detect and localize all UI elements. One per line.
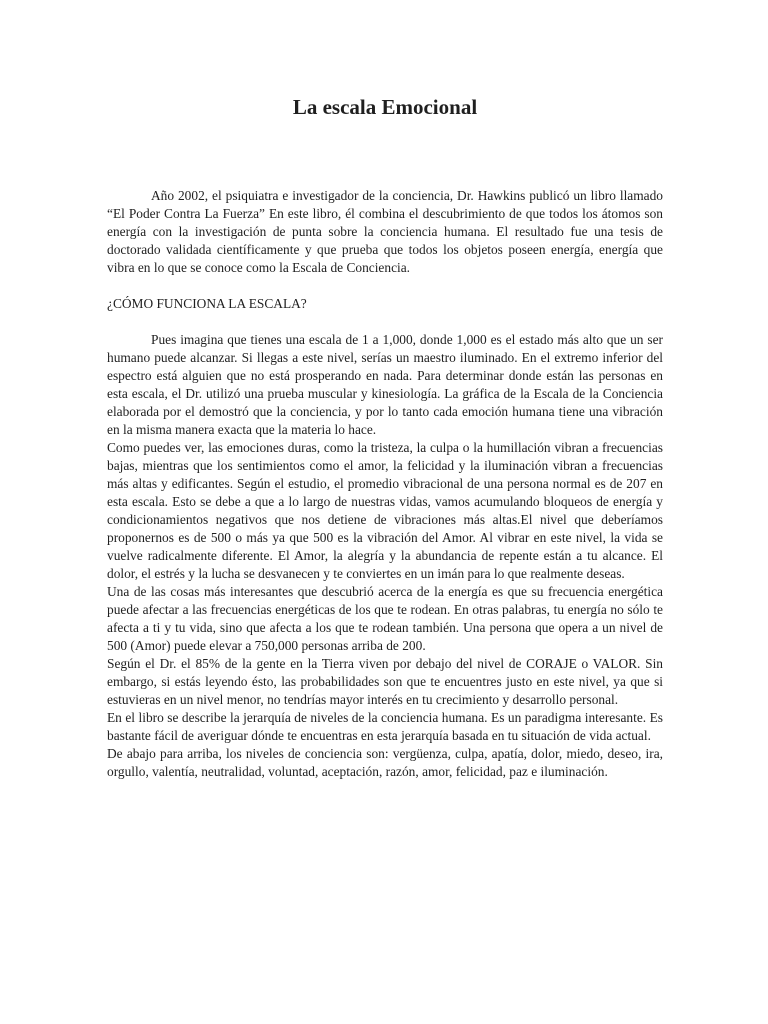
intro-paragraph: Año 2002, el psiquiatra e investigador de la conciencia, Dr. Hawkins publicó un libro llamado “El Poder Contra La Fuerza” En este libro, él combina el descubrimiento de que todos los átomos son energía con la investigación de punta sobre la conciencia humana. El resultado fue una tesis de doctorado validada científicamente y que prueba que todos los objetos poseen energía, energía que vibra en lo que se conoce como la Escala de Conciencia. [107, 188, 663, 275]
body-paragraph: Pues imagina que tienes una escala de 1 a 1,000, donde 1,000 es el estado más alto que un ser humano puede alcanzar. Si llegas a este nivel, serías un maestro iluminado. En el extremo inferior del espectro está alguien que no está prosperando en nada. Para determinar donde están las personas en esta escala, el Dr. utilizó una prueba muscular y kinesiología. La gráfica de la Escala de la Conciencia elaborada por el demostró que la conciencia, y por lo tanto cada emoción humana tiene una vibración en la misma manera exacta que la materia lo hace. [107, 332, 663, 437]
body-paragraph: Según el Dr. el 85% de la gente en la Tierra viven por debajo del nivel de CORAJE o VALOR. Sin embargo, si estás leyendo ésto, las probabilidades son que te encuentres justo en este nivel, ya que si estuvieras en un nivel menor, no tendrías mayor interés en tu crecimiento y desarrollo personal. [107, 656, 663, 707]
section-heading: ¿CÓMO FUNCIONA LA ESCALA? [107, 296, 307, 311]
body-paragraph: De abajo para arriba, los niveles de conciencia son: vergüenza, culpa, apatía, dolor, miedo, deseo, ira, orgullo, valentía, neutralidad, voluntad, aceptación, razón, amor, felicidad, paz e iluminación. [107, 746, 663, 779]
body-paragraph: Como puedes ver, las emociones duras, como la tristeza, la culpa o la humillación vibran a frecuencias bajas, mientras que los sentimientos como el amor, la felicidad y la iluminación vibran a frecuencias más altas y edificantes. Según el estudio, el promedio vibracional de una persona normal es de 207 en esta escala. Esto se debe a que a lo largo de nuestras vidas, vamos acumulando bloqueos de energía y condicionamientos negativos que nos detiene de vibraciones más altas.El nivel que deberíamos proponernos es de 500 o más ya que 500 es la vibración del Amor. Al vibrar en este nivel, la vida se vuelve radicalmente diferente. El Amor, la alegría y la abundancia de repente están a tu alcance. El dolor, el estrés y la lucha se desvanecen y te conviertes en un imán para lo que realmente deseas. [107, 440, 663, 581]
body-paragraph: Una de las cosas más interesantes que descubrió acerca de la energía es que su frecuencia energética puede afectar a las frecuencias energéticas de los que te rodean. En otras palabras, tu energía no sólo te afecta a ti y tu vida, sino que afecta a los que te rodean también. Una persona que opera a un nivel de 500 (Amor) puede elevar a 750,000 personas arriba de 200. [107, 584, 663, 653]
body-paragraph: En el libro se describe la jerarquía de niveles de la conciencia humana. Es un paradigma interesante. Es bastante fácil de averiguar dónde te encuentras en esta jerarquía basada en tu situación de vida actual. [107, 710, 663, 743]
document-page [107, 0, 663, 1024]
document-body [107, 187, 663, 781]
document-title: La escala Emocional [292, 95, 478, 119]
